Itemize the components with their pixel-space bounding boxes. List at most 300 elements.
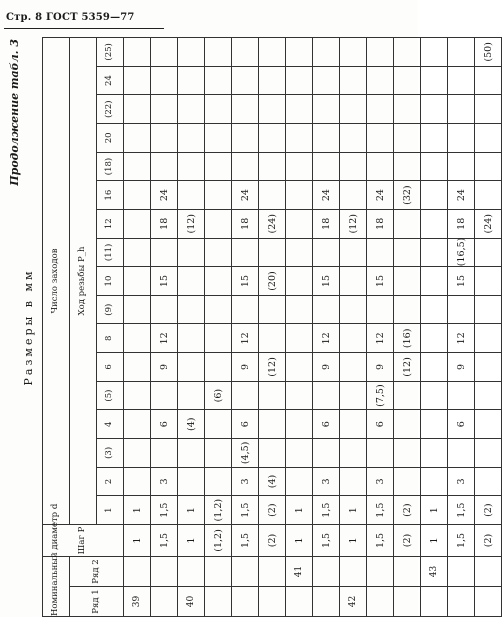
lead-cell [475,381,502,410]
table-row [340,38,367,617]
table-row [205,38,232,617]
table-row [421,38,448,617]
lead-cell: 18 [367,209,394,238]
continuation-label: Продолжение табл. 3 [8,39,21,186]
lead-cell: 9 [151,353,178,382]
lead-cell [421,267,448,296]
lead-cell: 12 [232,324,259,353]
lead-cell [448,295,475,324]
lead-cell [205,324,232,353]
lead-cell [178,439,205,468]
step-cell: 1,5 [367,524,394,556]
lead-cell [259,324,286,353]
lead-cell: 6 [232,410,259,439]
lead-cell [421,66,448,95]
lead-cell: (24) [475,209,502,238]
table-body [124,38,502,617]
row2-diameter-cell [178,556,205,586]
step-cell: 1 [124,524,151,556]
lead-cell [259,181,286,210]
lead-cell [124,209,151,238]
lead-cell [448,124,475,153]
lead-cell: 1 [124,496,151,525]
lead-cell [313,152,340,181]
lead-cell [151,95,178,124]
lead-cell: 3 [232,467,259,496]
lead-cell [205,467,232,496]
lead-cell: 18 [313,209,340,238]
lead-cell [367,124,394,153]
lead-cell [286,124,313,153]
lead-cell [178,353,205,382]
lead-cell [421,152,448,181]
lead-cell [340,95,367,124]
column-header: 2 [97,467,124,496]
column-header: 8 [97,324,124,353]
lead-cell [259,295,286,324]
lead-cell: 1,5 [367,496,394,525]
lead-cell [124,467,151,496]
sizes-title: Размеры в мм [22,268,35,386]
lead-cell: 12 [367,324,394,353]
lead-cell [421,209,448,238]
step-cell: 1,5 [232,524,259,556]
lead-cell: 18 [232,209,259,238]
lead-cell: 3 [448,467,475,496]
lead-cell [394,238,421,267]
lead-cell [394,66,421,95]
lead-cell [232,38,259,67]
lead-cell: (6) [205,381,232,410]
table-row [475,38,502,617]
lead-cell: (20) [259,267,286,296]
lead-cell [421,38,448,67]
lead-cell [394,381,421,410]
lead-cell [367,295,394,324]
row2-diameter-cell [232,556,259,586]
table-row [448,38,475,617]
step-cell: 1 [421,524,448,556]
lead-cell: (2) [259,496,286,525]
lead-cell [286,381,313,410]
column-header: (25) [97,38,124,67]
lead-cell [205,95,232,124]
lead-cell [286,38,313,67]
lead-cell [286,324,313,353]
lead-cell [367,439,394,468]
lead-cell [475,439,502,468]
lead-cell [421,467,448,496]
lead-cell [178,267,205,296]
lead-cell [178,295,205,324]
lead-cell: (12) [178,209,205,238]
lead-cell [286,267,313,296]
row1-diameter-cell [232,587,259,617]
lead-cell: 24 [367,181,394,210]
table-row [178,38,205,617]
row1-diameter-cell [367,587,394,617]
step-cell: 1 [178,524,205,556]
column-header: 20 [97,124,124,153]
lead-cell: (16) [394,324,421,353]
lead-cell [448,66,475,95]
lead-cell [286,353,313,382]
thread-table [42,37,502,617]
lead-cell [340,152,367,181]
lead-cell [178,152,205,181]
lead-cell: (32) [394,181,421,210]
lead-cell [286,467,313,496]
lead-cell: 1,5 [448,496,475,525]
page-header: Стр. 8 ГОСТ 5359—77 [6,12,135,23]
table-row [394,38,421,617]
lead-cell [367,38,394,67]
lead-cell [340,295,367,324]
row2-diameter-cell [340,556,367,586]
row1-diameter-cell: 42 [340,587,367,617]
lead-cell: (1,2) [205,496,232,525]
lead-cell: 15 [367,267,394,296]
lead-cell [394,267,421,296]
step-cell: 1 [286,524,313,556]
lead-cell: 15 [448,267,475,296]
column-header: 12 [97,209,124,238]
step-cell: 1,5 [313,524,340,556]
row1-diameter-cell [313,587,340,617]
lead-cell [421,295,448,324]
lead-cell [448,38,475,67]
lead-cell [124,38,151,67]
table-row [286,38,313,617]
lead-cell [448,152,475,181]
lead-cell [205,124,232,153]
lead-cell: 24 [232,181,259,210]
lead-cell [340,66,367,95]
lead-cell [124,295,151,324]
lead-cell [475,324,502,353]
table-row [151,38,178,617]
lead-cell [151,295,178,324]
lead-cell [394,439,421,468]
lead-cell [151,238,178,267]
column-header: (9) [97,295,124,324]
lead-cell: (7,5) [367,381,394,410]
column-header: (3) [97,439,124,468]
lead-cell [259,66,286,95]
lead-cell [394,38,421,67]
lead-cell [475,238,502,267]
table-row [124,38,151,617]
lead-cell [259,439,286,468]
lead-cell [178,181,205,210]
table-row [232,38,259,617]
row1-diameter-cell: 40 [178,587,205,617]
lead-cell [286,209,313,238]
lead-cell: 6 [367,410,394,439]
lead-cell [340,38,367,67]
lead-cell [151,38,178,67]
lead-cell [205,267,232,296]
lead-cell [313,66,340,95]
lead-cell [421,95,448,124]
lead-cell [286,439,313,468]
lead-cell [340,439,367,468]
step-cell: 1,5 [151,524,178,556]
lead-cell: (2) [475,496,502,525]
lead-cell [313,381,340,410]
column-header: 24 [97,66,124,95]
lead-cell: (12) [394,353,421,382]
lead-cell [124,152,151,181]
lead-cell [340,410,367,439]
lead-cell [151,439,178,468]
column-header: (22) [97,95,124,124]
lead-cell [178,381,205,410]
lead-cell [448,95,475,124]
step-cell: (2) [394,524,421,556]
lead-cell: 24 [448,181,475,210]
step-cell: 1,5 [448,524,475,556]
column-header: 4 [97,410,124,439]
lead-cell [394,209,421,238]
lead-cell [286,295,313,324]
lead-cell [475,181,502,210]
row1-diameter-cell [205,587,232,617]
lead-cell [151,152,178,181]
lead-cell [124,238,151,267]
lead-cell [205,439,232,468]
lead-cell: 24 [151,181,178,210]
lead-cell: 9 [232,353,259,382]
lead-cell: (4,5) [232,439,259,468]
lead-cell [259,152,286,181]
lead-cell [367,152,394,181]
lead-cell: (24) [259,209,286,238]
lead-cell [340,353,367,382]
column-header: 1 [97,496,124,525]
lead-cell [205,66,232,95]
lead-cell [367,238,394,267]
lead-cell [340,238,367,267]
lead-cell [475,353,502,382]
lead-cell [340,324,367,353]
lead-cell: 18 [448,209,475,238]
lead-cell [340,467,367,496]
lead-cell [178,66,205,95]
lead-cell [475,295,502,324]
row1-diameter-cell: 39 [124,587,151,617]
lead-cell [394,295,421,324]
lead-cell: 12 [151,324,178,353]
lead-cell [313,439,340,468]
lead-cell: 9 [313,353,340,382]
row1-diameter-cell [394,587,421,617]
lead-cell [178,38,205,67]
lead-cell: 3 [367,467,394,496]
lead-cell [205,295,232,324]
lead-cell: 1 [286,496,313,525]
lead-cell: 15 [232,267,259,296]
lead-cell [232,152,259,181]
lead-cell [205,410,232,439]
table-row [259,38,286,617]
row2-header: Ряд 2 [70,556,124,586]
lead-cell [475,95,502,124]
row2-diameter-cell: 43 [421,556,448,586]
lead-cell [124,124,151,153]
lead-cell: 1,5 [232,496,259,525]
step-cell: 1 [340,524,367,556]
lead-cell [232,66,259,95]
lead-cell [475,267,502,296]
lead-cell [313,38,340,67]
lead-cell [259,238,286,267]
lead-cell [259,381,286,410]
row2-diameter-cell [259,556,286,586]
lead-cell [178,238,205,267]
lead-cell [421,238,448,267]
lead-cell [286,66,313,95]
step-cell: (2) [475,524,502,556]
lead-cell [124,324,151,353]
column-header: (5) [97,381,124,410]
lead-cell: (50) [475,38,502,67]
lead-cell [475,410,502,439]
lead-cell [205,152,232,181]
lead-cell: (16,5) [448,238,475,267]
row2-diameter-cell [151,556,178,586]
lead-cell [421,324,448,353]
lead-cell [178,124,205,153]
lead-cell: 1 [178,496,205,525]
lead-cell: 9 [448,353,475,382]
lead-cell [205,353,232,382]
row1-diameter-cell [421,587,448,617]
lead-header: Ход резьбы P_h [70,38,97,525]
table-row [313,38,340,617]
row2-diameter-cell [124,556,151,586]
row1-diameter-cell [151,587,178,617]
lead-cell [205,181,232,210]
row1-diameter-cell [259,587,286,617]
lead-cell [340,381,367,410]
row1-header: Ряд 1 [70,587,124,617]
lead-cell [394,152,421,181]
lead-cell [232,381,259,410]
lead-cell: 3 [313,467,340,496]
lead-cell [178,324,205,353]
step-cell: (1,2) [205,524,232,556]
lead-cell: 6 [151,410,178,439]
lead-cell [124,95,151,124]
column-header: 10 [97,267,124,296]
lead-cell: 12 [313,324,340,353]
step-cell: (2) [259,524,286,556]
lead-cell [124,353,151,382]
column-header: (18) [97,152,124,181]
table-row [367,38,394,617]
lead-cell [259,124,286,153]
row2-diameter-cell [367,556,394,586]
lead-cell: 1 [421,496,448,525]
lead-cell [205,238,232,267]
lead-cell [421,381,448,410]
lead-cell [151,66,178,95]
lead-cell [124,181,151,210]
lead-cell: 12 [448,324,475,353]
row1-diameter-cell [475,587,502,617]
lead-cell [232,95,259,124]
lead-cell [205,209,232,238]
lead-cell: 6 [313,410,340,439]
lead-cell [421,410,448,439]
lead-cell: (12) [340,209,367,238]
lead-cell [151,124,178,153]
lead-cell [421,353,448,382]
lead-cell [205,38,232,67]
lead-cell [475,467,502,496]
lead-cell: 18 [151,209,178,238]
lead-cell [313,95,340,124]
row2-diameter-cell [205,556,232,586]
lead-cell [286,95,313,124]
lead-cell [232,295,259,324]
row1-diameter-cell [286,587,313,617]
lead-cell [313,124,340,153]
lead-cell: (4) [178,410,205,439]
lead-cell [394,467,421,496]
lead-cell: 1,5 [151,496,178,525]
lead-cell: 3 [151,467,178,496]
lead-cell: 15 [313,267,340,296]
lead-cell [286,181,313,210]
lead-cell [178,95,205,124]
lead-cell [475,124,502,153]
lead-cell [394,95,421,124]
lead-cell [340,124,367,153]
lead-cell [394,410,421,439]
lead-cell [448,381,475,410]
lead-cell [286,152,313,181]
lead-cell: 9 [367,353,394,382]
lead-cell [259,38,286,67]
row2-diameter-cell [448,556,475,586]
lead-cell: 6 [448,410,475,439]
lead-cell [151,381,178,410]
lead-cell [178,467,205,496]
lead-cell [313,238,340,267]
row2-diameter-cell [475,556,502,586]
lead-cell [448,439,475,468]
row2-diameter-cell: 41 [286,556,313,586]
lead-cell [259,410,286,439]
lead-cell [124,381,151,410]
header-rule [4,28,164,29]
lead-cell [421,181,448,210]
rotated-table-block [8,37,494,617]
lead-cell [340,181,367,210]
lead-cell: 1 [340,496,367,525]
starts-header: Число заходов [43,38,70,525]
step-header: Шаг P [43,524,124,556]
lead-cell [394,124,421,153]
lead-cell [232,238,259,267]
lead-cell [367,95,394,124]
column-header: 16 [97,181,124,210]
lead-cell [475,152,502,181]
lead-cell: (12) [259,353,286,382]
lead-cell: (2) [394,496,421,525]
